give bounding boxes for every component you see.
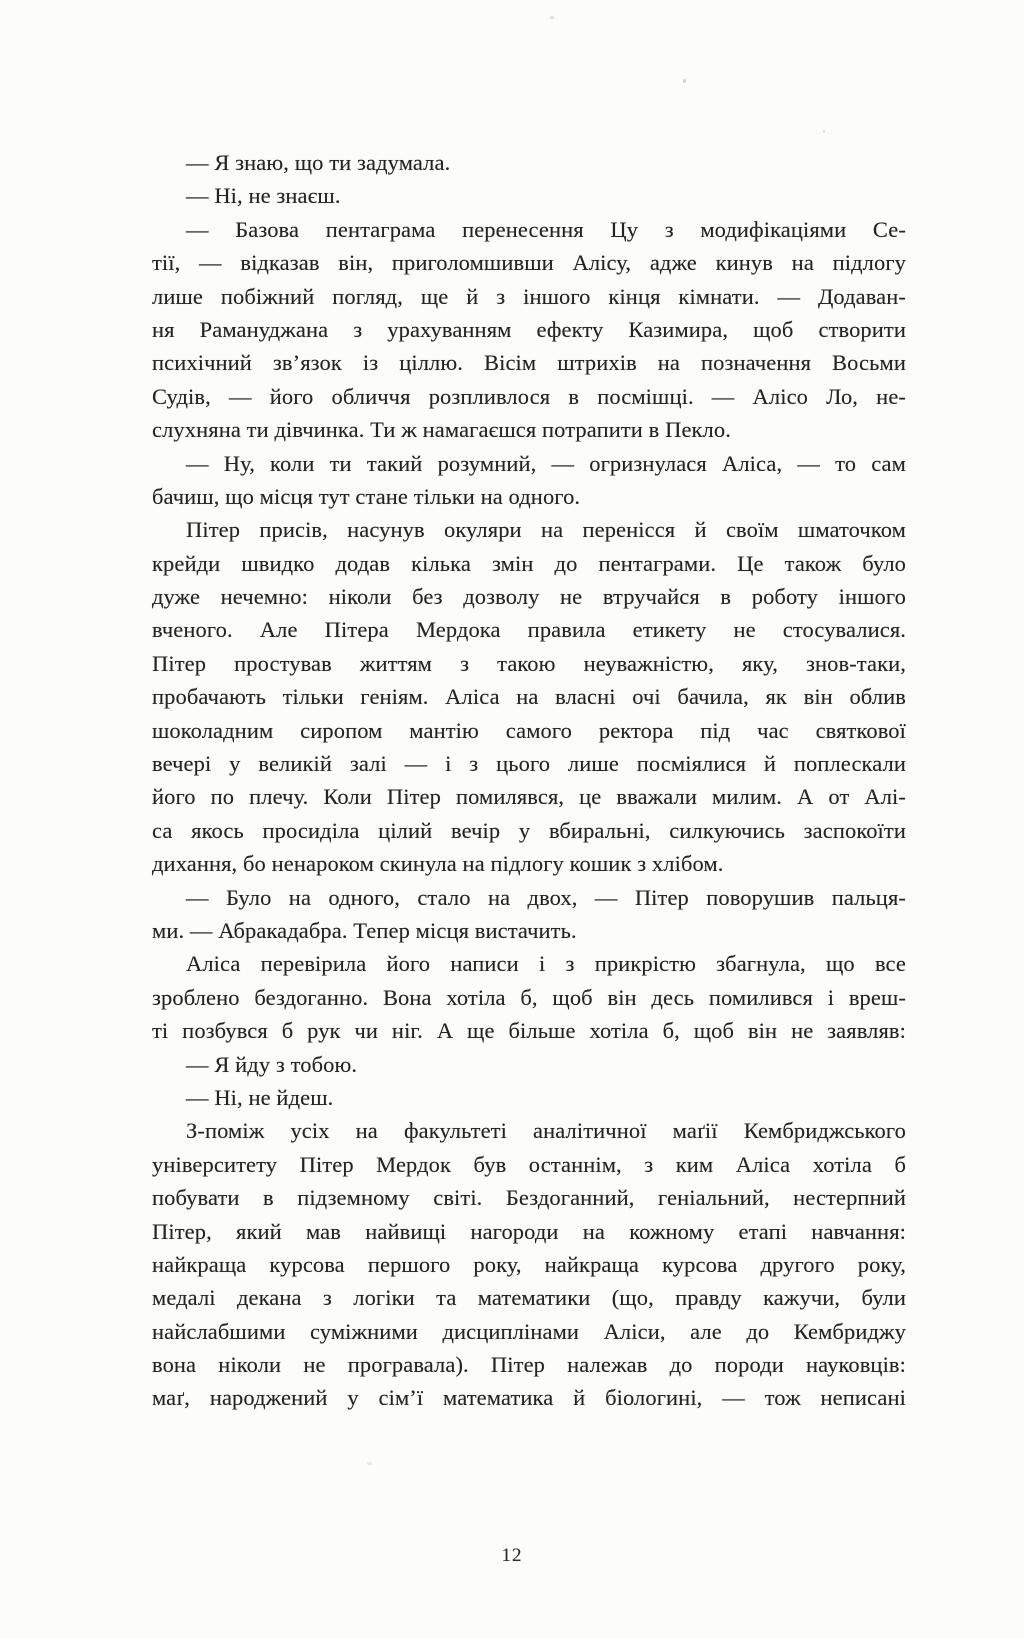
text-line: — Ні, не знаєш.	[186, 183, 341, 209]
text-line: тії, — відказав він, приголомшивши Алісу, адже кинув на підлогу	[152, 250, 906, 276]
text-line: Судів, — його обличчя розпливлося в посмішці. — Алісо Ло, не-	[152, 383, 906, 409]
text-line: ми. — Абракадабра. Тепер місця вистачить.	[152, 917, 577, 943]
text-line: бачиш, що місця тут стане тільки на одного.	[152, 483, 581, 509]
text-line: Пітер присів, насунув окуляри на перенісся й своїм шматочком	[186, 517, 906, 543]
page-number: 12	[501, 1545, 523, 1566]
text-line: са якось просиділа цілий вечір у вбиральні, силкуючись заспокоїти	[152, 817, 906, 843]
text-line: найкраща курсова першого року, найкраща курсова другого року,	[152, 1251, 906, 1277]
text-line: шоколадним сиропом мантію самого ректора під час святкової	[152, 717, 906, 743]
scan-speck	[367, 1462, 372, 1465]
text-line: — Було на одного, стало на двох, — Пітер поворушив пальця-	[186, 884, 906, 910]
text-line: його по плечу. Коли Пітер помилявся, це вважали милим. А от Алі-	[152, 784, 906, 810]
text-line: побувати в підземному світі. Бездоганний, геніальний, нестерпний	[152, 1185, 906, 1211]
scan-speck	[550, 16, 554, 19]
text-line: маґ, народжений у сім’ї математика й біологині, — тож неписані	[152, 1385, 906, 1411]
text-line: університету Пітер Мердок був останнім, з ким Аліса хотіла б	[152, 1151, 906, 1177]
text-line: Пітер, який мав найвищі нагороди на кожному етапі навчання:	[152, 1218, 906, 1244]
scan-speck	[823, 130, 825, 133]
text-line: Пітер простував життям з такою неуважністю, яку, знов-таки,	[152, 650, 906, 676]
text-line: слухняна ти дівчинка. Ти ж намагаєшся потрапити в Пекло.	[152, 417, 731, 443]
text-line: ня Рамануджана з урахуванням ефекту Казимира, щоб створити	[152, 316, 906, 342]
text-line: зроблено бездоганно. Вона хотіла б, щоб він десь помилився і вреш-	[152, 984, 906, 1010]
text-line: — Я знаю, що ти задумала.	[186, 150, 451, 175]
text-line: вона ніколи не програвала). Пітер належав до породи науковців:	[152, 1352, 906, 1378]
text-line: дуже нечемно: ніколи без дозволу не втручайся в роботу іншого	[152, 584, 906, 610]
text-line: ті позбувся б рук чи ніг. А ще більше хотіла б, щоб він не заявляв:	[152, 1018, 906, 1044]
scan-speck	[683, 79, 686, 83]
text-line: Аліса перевірила його написи і з прикрістю збагнула, що все	[186, 951, 906, 977]
text-line: — Ні, не йдеш.	[186, 1084, 334, 1110]
body-text-block	[152, 146, 906, 1415]
text-line: психічний зв’язок із ціллю. Вісім штрихів на позначення Восьми	[152, 350, 906, 376]
text-line: вченого. Але Пітера Мердока правила етикету не стосувалися.	[152, 617, 906, 643]
text-line: найслабшими суміжними дисциплінами Аліси, але до Кембриджу	[152, 1318, 906, 1344]
text-line: дихання, бо ненароком скинула на підлогу кошик з хлібом.	[152, 851, 724, 877]
text-line: вечері у великій залі — і з цього лише посміялися й поплескали	[152, 751, 906, 777]
text-line: медалі декана з логіки та математики (що, правду кажучи, були	[152, 1285, 906, 1311]
text-line: лише побіжний погляд, ще й з іншого кінця кімнати. — Додаван-	[152, 283, 906, 309]
text-line: З-поміж усіх на факультеті аналітичної маґії Кембриджського	[186, 1118, 906, 1144]
text-line: — Ну, коли ти такий розумний, — огризнулася Аліса, — то сам	[186, 450, 906, 476]
text-line: — Я йду з тобою.	[186, 1051, 358, 1077]
text-line: пробачають тільки геніям. Аліса на власні очі бачила, як він облив	[152, 684, 906, 710]
text-line: — Базова пентаграма перенесення Цу з модифікаціями Се-	[186, 216, 906, 242]
text-line: крейди швидко додав кілька змін до пентаграми. Це також було	[152, 550, 906, 576]
